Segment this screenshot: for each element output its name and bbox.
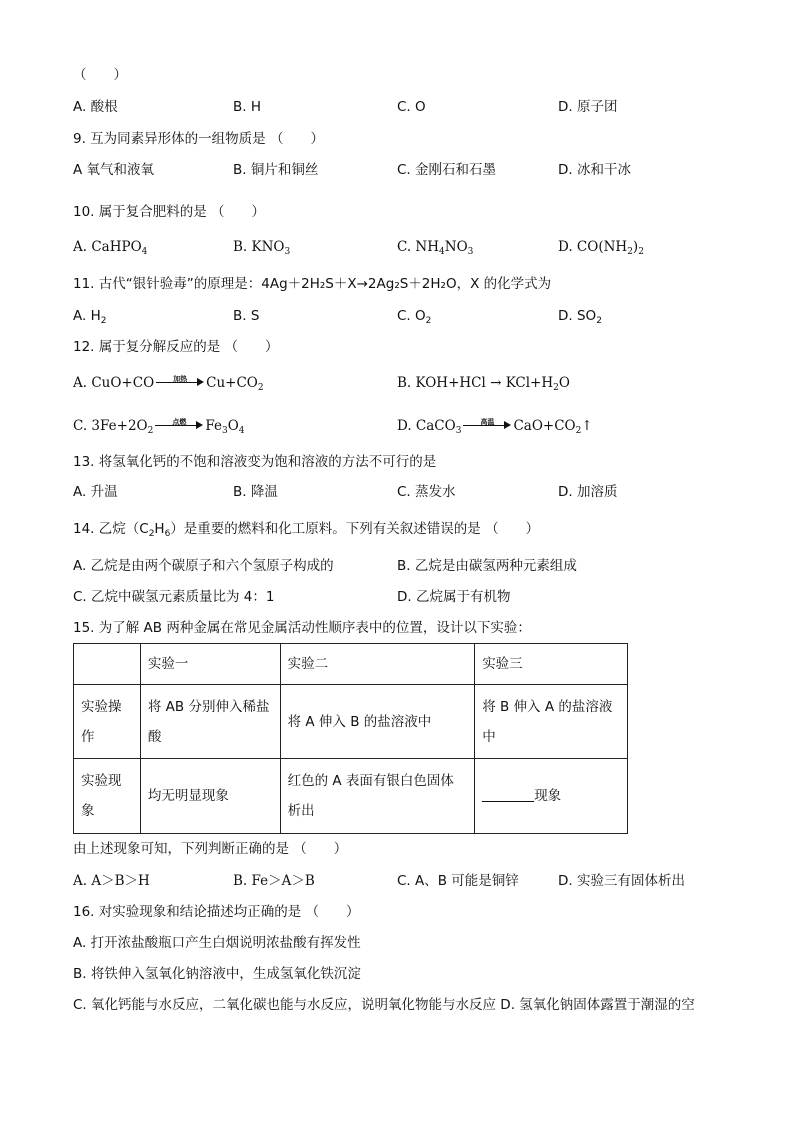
q13-option-c[interactable]: C. 蒸发水 (397, 484, 456, 500)
q14-option-c[interactable]: C. 乙烷中碳氢元素质量比为 4：1 (73, 589, 275, 605)
table-row-label-phenomenon: 实验现象 (74, 759, 141, 834)
table-corner-cell (74, 644, 141, 685)
q12-option-b[interactable]: B. $KOH+HCl \to KCl+H_2O$ (397, 375, 570, 393)
q13-option-b[interactable]: B. 降温 (233, 484, 278, 500)
q9-options (73, 160, 733, 180)
q11-options (73, 306, 733, 326)
q14-option-d[interactable]: D. 乙烷属于有机物 (397, 589, 511, 605)
q10-stem: 10. 属于复合肥料的是 （ ） (73, 204, 266, 220)
fill-in-blank[interactable] (482, 787, 534, 802)
q14-option-b[interactable]: B. 乙烷是由碳氢两种元素组成 (397, 558, 577, 574)
q11-option-d[interactable]: D. $SO_2$ (558, 308, 602, 326)
q11-option-a[interactable]: A. $H_2$ (73, 308, 107, 326)
q10-option-c[interactable]: C. $NH_4NO_3$ (397, 239, 474, 257)
table-header-exp3: 实验三 (475, 644, 628, 685)
table-row-label-operation: 实验操作 (74, 685, 141, 759)
table-cell: 现象 (475, 759, 628, 834)
q12-options-cd (73, 416, 733, 436)
q13-stem: 13. 将氢氧化钙的不饱和溶液变为饱和溶液的方法不可行的是 (73, 454, 437, 470)
table-cell: 将 AB 分别伸入稀盐酸 (140, 685, 280, 759)
q14-option-a[interactable]: A. 乙烷是由两个碳原子和六个氢原子构成的 (73, 558, 334, 574)
q9-stem: 9. 互为同素异形体的一组物质是 （ ） (73, 131, 324, 147)
reaction-arrow-icon: 加热 (156, 376, 204, 388)
q12-option-a[interactable]: A. CuO+CO 加热 $Cu+CO_2$ (73, 374, 264, 393)
q12-option-d[interactable]: D. CaCO$_3$ 高温 $CaO+CO_2↑$ (397, 417, 593, 436)
table-cell: 均无明显现象 (140, 759, 280, 834)
table-cell: 将 B 伸入 A 的盐溶液中 (475, 685, 628, 759)
table-cell: 将 A 伸入 B 的盐溶液中 (280, 685, 475, 759)
table-header-exp1: 实验一 (140, 644, 280, 685)
q16-option-a[interactable]: A. 打开浓盐酸瓶口产生白烟说明浓盐酸有挥发性 (73, 935, 361, 951)
q13-option-a[interactable]: A. 升温 (73, 484, 118, 500)
q8-option-a[interactable]: A. 酸根 (73, 99, 118, 115)
q14-options-cd (73, 587, 733, 607)
q15-option-a[interactable]: A. A＞B＞H (73, 873, 150, 889)
q15-stem: 15. 为了解 AB 两种金属在常见金属活动性顺序表中的位置，设计以下实验： (73, 620, 531, 636)
q10-options (73, 237, 733, 257)
q13-option-d[interactable]: D. 加溶质 (558, 484, 618, 500)
q11-option-c[interactable]: C. $O_2$ (397, 308, 432, 326)
q16-stem: 16. 对实验现象和结论描述均正确的是 （ ） (73, 904, 360, 920)
q15-option-d[interactable]: D. 实验三有固体析出 (558, 873, 685, 889)
q8-option-c[interactable]: C. O (397, 99, 426, 115)
q9-option-a[interactable]: A 氧气和液氧 (73, 162, 155, 178)
q15-option-b[interactable]: B. Fe＞A＞B (233, 873, 315, 889)
q16-option-c-d[interactable]: C. 氧化钙能与水反应，二氧化碳也能与水反应，说明氧化物能与水反应 D. 氢氧化钠固体露置于潮湿的空 (73, 997, 695, 1013)
experiment-table (73, 643, 628, 834)
q9-option-d[interactable]: D. 冰和干冰 (558, 162, 631, 178)
q8-answer-blank: （ ） (73, 67, 127, 83)
q9-option-b[interactable]: B. 铜片和铜丝 (233, 162, 319, 178)
q13-options (73, 482, 733, 502)
q16-option-b[interactable]: B. 将铁伸入氢氧化钠溶液中，生成氢氧化铁沉淀 (73, 966, 361, 982)
q11-stem: 11. 古代“银针验毒”的原理是：4Ag＋2H₂S＋X→2Ag₂S＋2H₂O，X 的化学式为 (73, 276, 552, 292)
q12-stem: 12. 属于复分解反应的是 （ ） (73, 339, 279, 355)
table-header-exp2: 实验二 (280, 644, 475, 685)
q14-stem: 14. 乙烷$(C_2H_6)$是重要的燃料和化工原料。下列有关叙述错误的是 （ ） (73, 521, 540, 539)
q14-options-ab (73, 556, 733, 576)
q10-option-d[interactable]: D. $CO(NH_2)_2$ (558, 239, 644, 257)
q12-option-c[interactable]: C. $3Fe+2O_2$ 点燃 $Fe_3O_4$ (73, 417, 245, 436)
q11-option-b[interactable]: B. S (233, 308, 260, 324)
q10-option-a[interactable]: A. CaHPO$_4$ (73, 239, 148, 257)
q8-option-b[interactable]: B. H (233, 99, 261, 115)
q8-option-d[interactable]: D. 原子团 (558, 99, 618, 115)
q15-options (73, 871, 733, 891)
reaction-arrow-icon: 点燃 (155, 419, 203, 431)
q8-options (73, 97, 733, 117)
q15-option-c[interactable]: C. A、B 可能是铜锌 (397, 873, 519, 889)
table-cell: 红色的 A 表面有银白色固体析出 (280, 759, 475, 834)
q15-followup: 由上述现象可知，下列判断正确的是 （ ） (73, 841, 348, 857)
q12-options-ab (73, 373, 733, 393)
q10-option-b[interactable]: B. $KNO_3$ (233, 239, 291, 257)
reaction-arrow-icon: 高温 (463, 419, 511, 431)
q9-option-c[interactable]: C. 金刚石和石墨 (397, 162, 497, 178)
